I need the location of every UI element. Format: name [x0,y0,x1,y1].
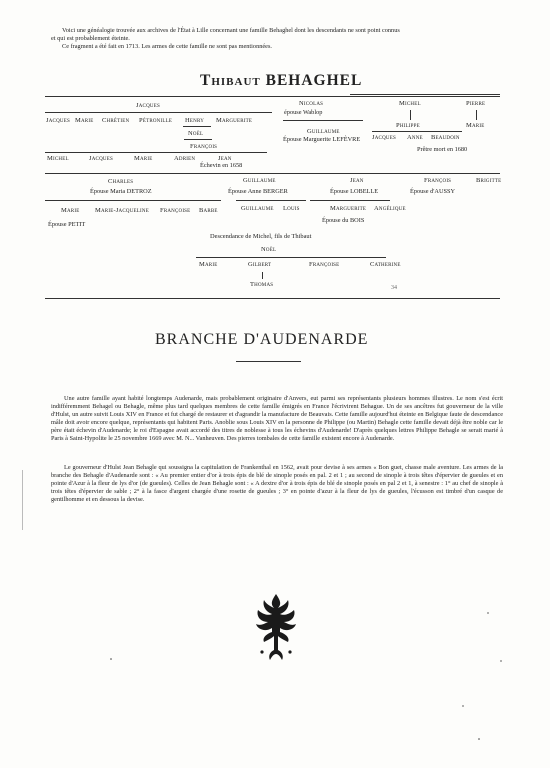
francois-child-jean: Jean [218,155,232,162]
noel-child-catherine: Catherine [370,261,401,268]
scan-speck [487,612,489,614]
charles-child-marie: Marie [61,207,80,214]
noel-child-francoise: Françoise [309,261,340,268]
guillaume-g5-spouse: Épouse Anne BERGER [228,188,288,195]
person-guillaume: Guillaume [307,128,340,135]
charles-spouse: Épouse Maria DETROZ [90,188,152,195]
person-jean-g5: Jean [350,177,364,184]
jacques-child-marie: Marie [75,117,94,124]
scan-speck [500,660,502,662]
guillaume-child-guillaume: Guillaume [241,205,274,212]
descendance-label: Descendance de Michel, fils de Thibaut [210,233,312,240]
paragraph-1: Une autre famille ayant habité longtemps Audenarde, mais probablement originaire d'Anvers, eut parmi ses représentants plusieurs hommes illustres. Le nom s'est écrit indifféremment Behagel ou Behagle, même plus tard quelques membres de cette famille émigrés en France l'écrivirent Behague. Un de ses ancêtres fut gouverneur de la ville d'Hulst, un autre suivit Louis XIV en France et fut chargé de restaurer et d'agrandir la manufacture de Beauvais. Cette famille aujourd'hui éteinte en Belgique faute de descendance mâle doit avoir encore quelque, représentants qui habitent Paris. Anoblie sous Louis XIV en la personne de Philippe (ou Martin) Behagle cette famille devait déjà être noble car le père était échevin d'Audenarde; le roi d'Espagne avait accordé des titres de noblesse à tous les échevins d'Audenarde! D'après quelques lettres Philippe Behagle se serait marié à Paris à Saint-Hypolite le 25 novembre 1669 avec M. N... Vanheuven. Des pierres tombales de cette famille existent encore à Audenarde. [51,395,503,442]
jacques-child-henry: Henry [185,117,205,124]
noel-child-marie: Marie [199,261,218,268]
nicolas-spouse: épouse Wablop [284,109,323,116]
francois-child-jacques: Jacques [89,155,113,162]
francois-child-marie: Marie [134,155,153,162]
noel-child-gilbert: Gilbert [248,261,272,268]
francois-child-adrien: Adrien [174,155,196,162]
francois-child-michel: Michel [47,155,69,162]
jean-g5-spouse: Épouse LOBELLE [330,188,379,195]
paragraph-2: Le gouverneur d'Hulst Jean Behagle qui soussigna la capitulation de Frankenthal en 1562, avait pour devise à ses armes « Bon guet, chasse male aventure. Les armes de la branche des Behagle d'Audenarde sont : « Au premier entier d'or à trois épis de blé de sinople posés en pal. 2 et 1 ; au second de sinople à trois têtes d'épervier de gueules et en pointe d'Azur à la fleur de lys d'or (de gueules). Celles de Jean Behagle sont : « A dextre d'or à trois épis de blé de sinople posés en pal 2 et 1, à senestre : 1° au chef de sinople à trois têtes d'épervier de sable ; 2° à la fasce d'argent chargée d'une rosette de gueules ; 3° en pointe d'azur à la fleur de lys de gueules, l'écusson est timbré d'un casque de gentilhomme et en dessous la devise. [51,464,503,503]
jean-child-marguerite: Marguerite [330,205,367,212]
jacques-child-chretien: Chrétien [102,117,130,124]
michel-child-jacques: Jacques [372,134,396,141]
section-divider [236,361,301,362]
person-pierre: Pierre [466,100,486,107]
person-noel: Noël [188,130,204,137]
tree-title: Thibaut BEHAGHEL [200,72,363,89]
guillaume-child-louis: Louis [283,205,300,212]
michel-child-beaudoin: Beaudoin [431,134,460,141]
person-michel: Michel [399,100,421,107]
fleuron-ornament-icon [248,592,304,666]
michel-child-anne: Anne [407,134,423,141]
scan-margin-line [22,470,23,530]
margin-mark: 34 [391,285,397,291]
person-guillaume-g5: Guillaume [243,177,276,184]
person-charles: Charles [108,178,134,185]
person-nicolas: Nicolas [299,100,324,107]
jacques-child-jacques: Jacques [46,117,70,124]
person-brigitte: Brigitte [476,177,502,184]
intro-line-1: Voici une généalogie trouvée aux archives de l'État à Lille concernant une famille Behaghel dont les descendants ne sont point connus [62,27,400,34]
scan-speck [462,705,464,707]
person-noel-2: Noël [261,246,277,253]
person-jacques: Jacques [136,102,160,109]
charles-child-barbe: Barbe [199,207,218,214]
intro-line-3: Ce fragment a été fait en 1713. Les armes de cette famille ne sont pas mentionnées. [62,43,272,50]
charles-child-francoise: Françoise [160,207,191,214]
jean-child-angelique: Angélique [374,205,406,212]
charles-child-marie-jacqueline: Marie-Jacqueline [95,207,149,214]
jean-note: Échevin en 1658 [200,162,243,169]
section-title: BRANCHE D'AUDENARDE [155,331,369,348]
person-thomas: Thomas [250,281,274,288]
jacques-child-marguerite: Marguerite [216,117,253,124]
jacques-child-petronille: Pétronille [139,117,173,124]
pierre-child-marie: Marie [466,122,485,129]
guillaume-spouse: Épouse Marguerite LEFÈVRE [283,136,361,143]
beaudoin-note: Prêtre mort en 1680 [417,146,468,153]
person-francois-g5: François [424,177,452,184]
marie-spouse: Épouse PETIT [48,221,86,228]
scan-speck [478,738,480,740]
person-francois: François [190,143,218,150]
francois-g5-spouse: Épouse d'AUSSY [410,188,456,195]
scan-speck [110,658,112,660]
intro-line-2: et qui est probablement éteinte. [51,35,130,42]
person-philippe: Philippe [396,122,420,129]
marguerite-spouse: Épouse du BOIS [322,217,365,224]
